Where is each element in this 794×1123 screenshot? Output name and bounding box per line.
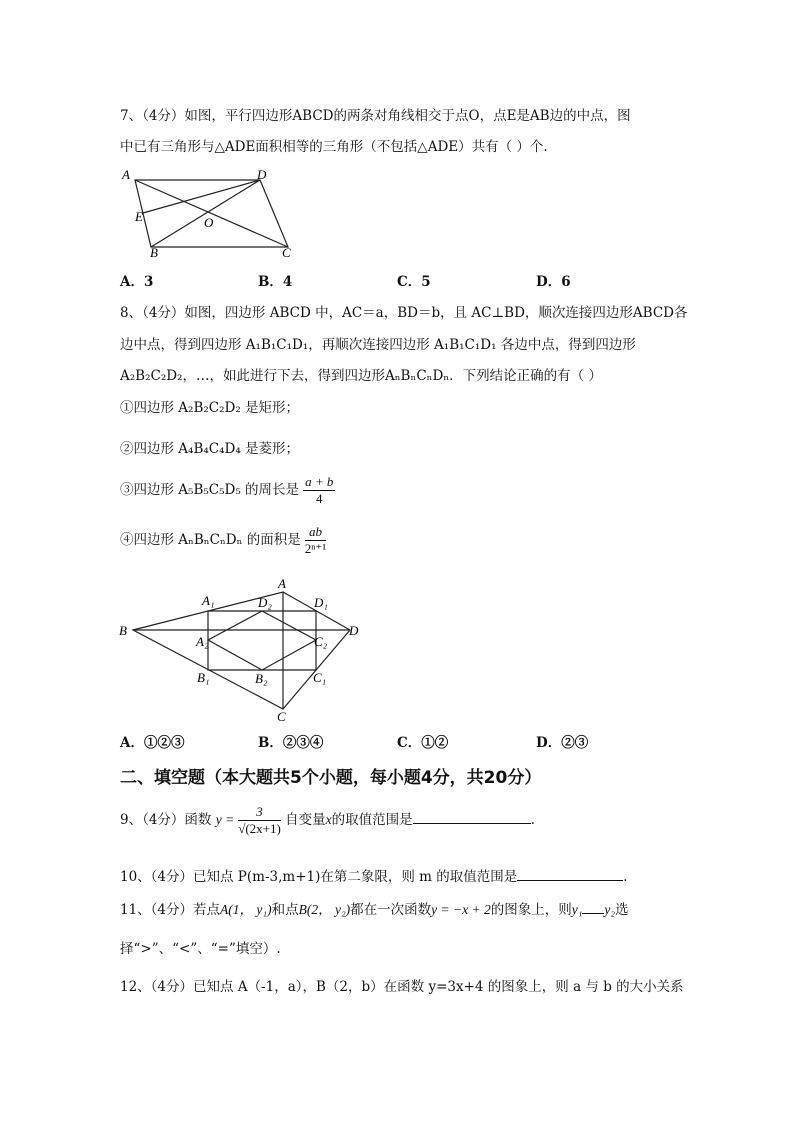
q11-function: y = −x + 2 bbox=[431, 902, 491, 917]
q8-label-C1: C₁ bbox=[313, 670, 327, 685]
section-2-heading: 二、填空题（本大题共5个小题，每小题4分，共20分） bbox=[120, 768, 542, 788]
q9-line bbox=[120, 804, 535, 837]
q11-point-a: A(1， y₁) bbox=[220, 902, 272, 917]
q11-line2: 择“>”、“<”、“=”填空）. bbox=[120, 941, 281, 957]
q8-statement-4 bbox=[120, 524, 326, 557]
q8-statement-2: ②四边形 A₄B₄C₄D₄ 是菱形； bbox=[120, 441, 300, 457]
q11-y2: y₂ bbox=[604, 902, 616, 917]
q8-statement-3 bbox=[120, 474, 335, 507]
q8-option-d: D．②③ bbox=[536, 735, 589, 751]
q11-line1 bbox=[120, 898, 629, 918]
q11-point-b: B(2， y₂) bbox=[298, 902, 351, 917]
q8-label-D1: D₁ bbox=[314, 595, 328, 610]
q8-label-D2: D₂ bbox=[258, 595, 272, 610]
q10-text: 10、（4分）已知点 P(m-3,m+1)在第二象限，则 m 的取值范围是 bbox=[120, 869, 518, 885]
q7-label-C: C bbox=[282, 245, 291, 260]
q9-fraction bbox=[238, 804, 281, 837]
q8-label-A: A bbox=[278, 576, 286, 591]
q8-fraction-perimeter-num: a + b bbox=[305, 474, 334, 489]
q8-line3: A₂B₂C₂D₂，…，如此进行下去，得到四边形AₙBₙCₙDₙ．下列结论正确的有（ ） bbox=[120, 368, 602, 384]
q8-label-A2: A₂ bbox=[196, 634, 209, 649]
q10-end: . bbox=[623, 869, 628, 885]
q7-label-D: D bbox=[257, 167, 267, 182]
q8-statement-3-text: ③四边形 A₅B₅C₅D₅ 的周长是 bbox=[120, 482, 300, 498]
q8-label-B: B bbox=[119, 623, 127, 638]
q12-line: 12、（4分）已知点 A（-1，a），B（2，b）在函数 y=3x+4 的图象上，则 a 与 b 的大小关系 bbox=[120, 979, 684, 995]
q8-fraction-area-num: ab bbox=[305, 524, 326, 541]
q8-label-C: C bbox=[277, 709, 286, 724]
q9-y: y = bbox=[215, 812, 235, 827]
q8-label-A1: A₁ bbox=[202, 593, 215, 608]
q7-option-a: A．3 bbox=[120, 274, 154, 290]
q7-parallelogram-figure bbox=[118, 165, 308, 260]
q11-mid: 都在一次函数 bbox=[350, 902, 432, 918]
q8-label-B2: B₂ bbox=[255, 671, 268, 686]
q8-option-a: A．①②③ bbox=[120, 735, 185, 751]
q7-option-b: B．4 bbox=[258, 274, 293, 290]
q11-mid2: 的图象上，则 bbox=[490, 902, 572, 918]
q9-end: . bbox=[530, 812, 535, 828]
q10-line bbox=[120, 865, 628, 885]
q11-and: 和点 bbox=[271, 902, 299, 918]
q7-label-A: A bbox=[122, 167, 130, 182]
q7-label-E: E bbox=[135, 209, 143, 224]
q8-option-c: C．①② bbox=[397, 735, 449, 751]
q7-option-c: C．5 bbox=[397, 274, 431, 290]
q9-fraction-num: 3 bbox=[238, 804, 281, 821]
q11-tail: 选 bbox=[615, 902, 629, 918]
q8-fraction-area-den: 2ⁿ⁺¹ bbox=[304, 541, 327, 556]
q9-x: x bbox=[325, 812, 332, 827]
q7-line1: 7、（4分）如图，平行四边形ABCD的两条对角线相交于点O，点E是AB边的中点，图 bbox=[120, 108, 631, 124]
q8-label-C2: C₂ bbox=[314, 634, 328, 649]
q11-y1: y₁ bbox=[571, 902, 583, 917]
q11-prefix: 11、（4分）若点 bbox=[120, 902, 221, 918]
q8-line2: 边中点，得到四边形 A₁B₁C₁D₁，再顺次连接四边形 A₁B₁C₁D₁ 各边中点，得到四边形 bbox=[120, 337, 636, 353]
q8-line1: 8、（4分）如图，四边形 ABCD 中，AC＝a，BD＝b，且 AC⊥BD，顺次连接四边形ABCD各 bbox=[120, 305, 688, 321]
q8-option-b: B．②③④ bbox=[258, 735, 324, 751]
q8-statement-1: ①四边形 A₂B₂C₂D₂ 是矩形； bbox=[120, 400, 300, 416]
q8-label-B1: B₁ bbox=[197, 670, 210, 685]
q8-label-D: D bbox=[349, 623, 359, 638]
q8-fraction-perimeter bbox=[303, 474, 335, 507]
q8-statement-4-text: ④四边形 AₙBₙCₙDₙ 的面积是 bbox=[120, 532, 301, 548]
q9-answer-blank[interactable] bbox=[413, 811, 531, 824]
q7-option-d: D．6 bbox=[536, 274, 571, 290]
q7-line2: 中已有三角形与△ADE面积相等的三角形（不包括△ADE）共有（ ）个. bbox=[120, 139, 548, 155]
q7-label-O: O bbox=[204, 215, 214, 230]
q8-fraction-area bbox=[305, 524, 326, 557]
q11-answer-blank[interactable] bbox=[582, 901, 604, 914]
q9-middle: 自变量 bbox=[285, 812, 326, 828]
q8-fraction-perimeter-den: 4 bbox=[315, 491, 323, 506]
q9-prefix: 9、（4分）函数 bbox=[120, 812, 212, 828]
q8-quadrilateral-figure bbox=[115, 574, 375, 724]
q7-label-B: B bbox=[150, 245, 158, 260]
q10-answer-blank[interactable] bbox=[517, 868, 623, 881]
q9-fraction-den: √(2x+1) bbox=[238, 821, 281, 836]
q9-suffix: 的取值范围是 bbox=[331, 812, 413, 828]
